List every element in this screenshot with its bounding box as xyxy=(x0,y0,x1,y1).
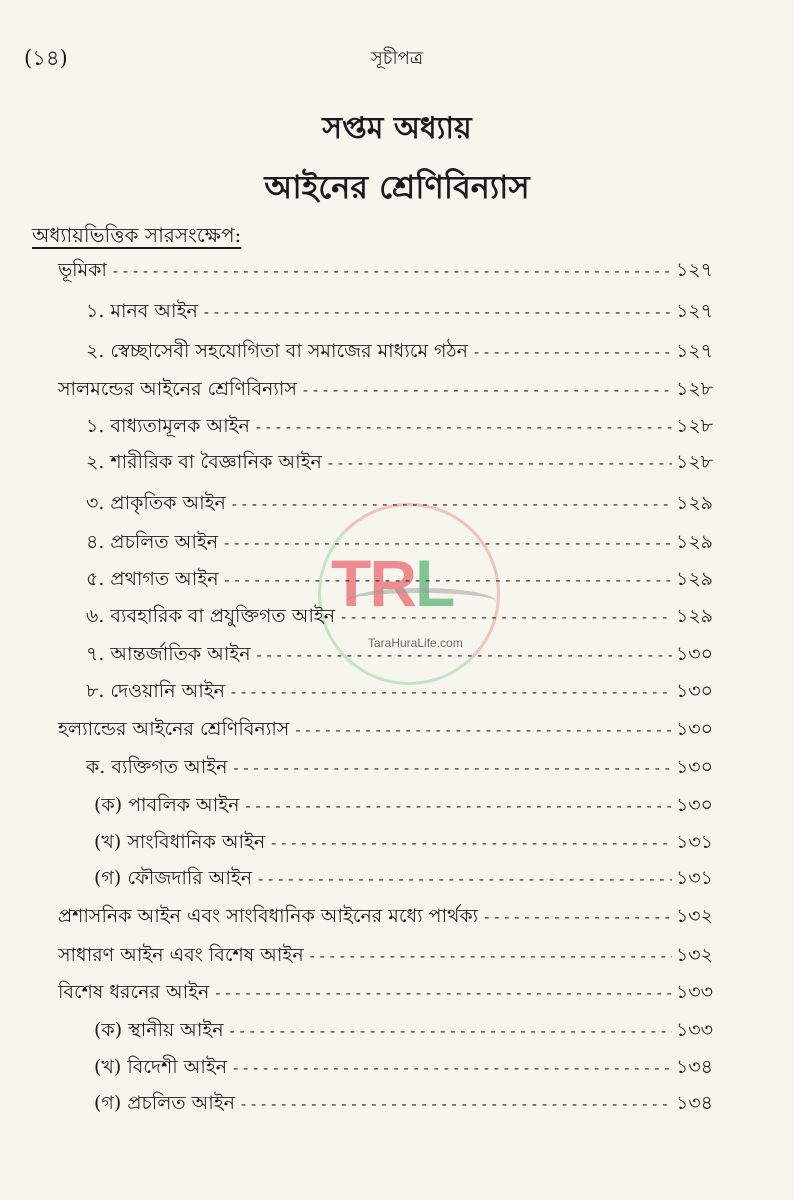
toc-entry xyxy=(94,828,713,858)
toc-entry-page: ১৩০ xyxy=(675,794,713,816)
toc-entry xyxy=(86,297,713,327)
toc-entry-page: ১৩১ xyxy=(675,867,713,889)
dot-leader xyxy=(231,1059,672,1077)
toc-entry-page: ১২৯ xyxy=(675,492,713,514)
toc-entry-label: (খ) বিদেশী আইন xyxy=(94,1056,228,1078)
toc-entry-label: (খ) সাংবিধানিক আইন xyxy=(94,831,266,853)
toc-entry xyxy=(86,753,713,783)
dot-leader xyxy=(111,262,672,280)
toc-entry-page: ১৩১ xyxy=(675,831,713,853)
toc-entry-label: ২. শারীরিক বা বৈজ্ঞানিক আইন xyxy=(86,451,322,473)
toc-entry-page: ১২৭ xyxy=(675,340,713,362)
toc-entry xyxy=(94,864,713,894)
toc-entry-label: ৮. দেওয়ানি আইন xyxy=(86,680,225,702)
toc-entry xyxy=(94,1089,713,1119)
toc-entry-label: ভূমিকা xyxy=(58,259,107,281)
toc-entry-page: ১৩০ xyxy=(675,756,713,778)
toc-entry-label: ৭. আন্তর্জাতিক আইন xyxy=(86,643,251,665)
toc-entry-page: ১৩০ xyxy=(675,643,713,665)
chapter-title: আইনের শ্রেণিবিন্যাস xyxy=(264,168,530,206)
toc-entry-page: ১৩০ xyxy=(675,718,713,740)
toc-entry-label: প্রশাসনিক আইন এবং সাংবিধানিক আইনের মধ্যে পার্থক্য xyxy=(58,905,479,927)
toc-entry xyxy=(94,1053,713,1083)
toc-entry xyxy=(58,902,713,932)
toc-entry xyxy=(58,978,713,1008)
toc-entry-label: সাধারণ আইন এবং বিশেষ আইন xyxy=(58,944,304,966)
toc-entry-page: ১৩২ xyxy=(675,905,713,927)
toc-entry xyxy=(86,640,713,670)
toc-entry-label: ২. স্বেচ্ছাসেবী সহযোগিতা বা সমাজের মাধ্যমে গঠন xyxy=(86,340,469,362)
toc-entry-page: ১৩৪ xyxy=(675,1056,713,1078)
toc-entry-page: ১২৯ xyxy=(675,568,713,590)
toc-entry xyxy=(86,677,713,707)
dot-leader xyxy=(222,534,672,552)
dot-leader xyxy=(202,303,672,321)
toc-entry-label: ৪. প্রচলিত আইন xyxy=(86,531,219,553)
dot-leader xyxy=(308,947,672,965)
toc-entry-page: ১৩৪ xyxy=(675,1092,713,1114)
toc-entry-label: বিশেষ ধরনের আইন xyxy=(58,981,210,1003)
toc-entry xyxy=(94,791,713,821)
toc-entry xyxy=(86,565,713,595)
toc-entry-page: ১২৯ xyxy=(675,605,713,627)
chapter-number: সপ্তম অধ্যায় xyxy=(322,111,472,146)
dot-leader xyxy=(326,454,672,472)
dot-leader xyxy=(339,608,672,626)
section-heading: অধ্যায়ভিত্তিক সারসংক্ষেপ: xyxy=(32,223,242,247)
dot-leader xyxy=(213,984,672,1002)
toc-entry xyxy=(58,941,713,971)
dot-leader xyxy=(239,1095,672,1113)
dot-leader xyxy=(229,683,672,701)
toc-entry-label: হল্যান্ডের আইনের শ্রেণিবিন্যাস xyxy=(58,718,290,740)
toc-entry xyxy=(58,715,713,745)
toc-entry-page: ১৩০ xyxy=(675,680,713,702)
toc-entry-page: ১২৮ xyxy=(675,378,713,400)
dot-leader xyxy=(228,1022,672,1040)
toc-entry xyxy=(58,256,713,286)
toc-entry-page: ১৩৩ xyxy=(675,1019,713,1041)
toc-entry-label: ৬. ব্যবহারিক বা প্রযুক্তিগত আইন xyxy=(86,605,336,627)
dot-leader xyxy=(254,418,672,436)
dot-leader xyxy=(255,646,672,664)
toc-entry-label: ১. বাধ্যতামূলক আইন xyxy=(86,415,250,437)
toc-entry xyxy=(86,528,713,558)
toc-entry-label: সালমন্ডের আইনের শ্রেণিবিন্যাস xyxy=(58,378,297,400)
toc-entry-label: ৩. প্রাকৃতিক আইন xyxy=(86,492,226,514)
page-number: (১৪) xyxy=(24,46,68,70)
watermark-logo: TRL xyxy=(331,546,454,620)
toc-entry-page: ১২৮ xyxy=(675,451,713,473)
toc-entry xyxy=(86,489,713,519)
toc-entry-label: ১. মানব আইন xyxy=(86,300,198,322)
toc-entry xyxy=(94,1016,713,1046)
toc-entry xyxy=(86,448,713,478)
toc-entry-label: (গ) ফৌজদারি আইন xyxy=(94,867,253,889)
dot-leader xyxy=(256,870,672,888)
dot-leader xyxy=(472,343,672,361)
dot-leader xyxy=(293,721,672,739)
toc-entry-page: ১৩২ xyxy=(675,944,713,966)
toc-entry-page: ১৩৩ xyxy=(675,981,713,1003)
toc-entry-page: ১২৯ xyxy=(675,531,713,553)
toc-entry xyxy=(86,602,713,632)
toc-entry xyxy=(86,337,713,367)
dot-leader xyxy=(243,797,672,815)
toc-entry-label: ৫. প্রথাগত আইন xyxy=(86,568,219,590)
toc-entry-page: ১২৮ xyxy=(675,415,713,437)
toc-entry-label: (ক) স্থানীয় আইন xyxy=(94,1019,224,1041)
toc-entry-label: ক. ব্যক্তিগত আইন xyxy=(86,756,228,778)
dot-leader xyxy=(301,381,672,399)
toc-entry-label: (ক) পাবলিক আইন xyxy=(94,794,240,816)
dot-leader xyxy=(223,571,672,589)
toc-entry xyxy=(58,375,713,405)
running-title: সূচীপত্র xyxy=(370,48,424,69)
toc-entry-page: ১২৭ xyxy=(675,259,713,281)
toc-entry-label: (গ) প্রচলিত আইন xyxy=(94,1092,236,1114)
dot-leader xyxy=(230,495,672,513)
toc-entry xyxy=(86,412,713,442)
watermark-site: TaraHuraLife.com xyxy=(368,636,463,650)
toc-entry-page: ১২৭ xyxy=(675,300,713,322)
dot-leader xyxy=(231,759,671,777)
dot-leader xyxy=(269,834,672,852)
dot-leader xyxy=(482,908,672,926)
